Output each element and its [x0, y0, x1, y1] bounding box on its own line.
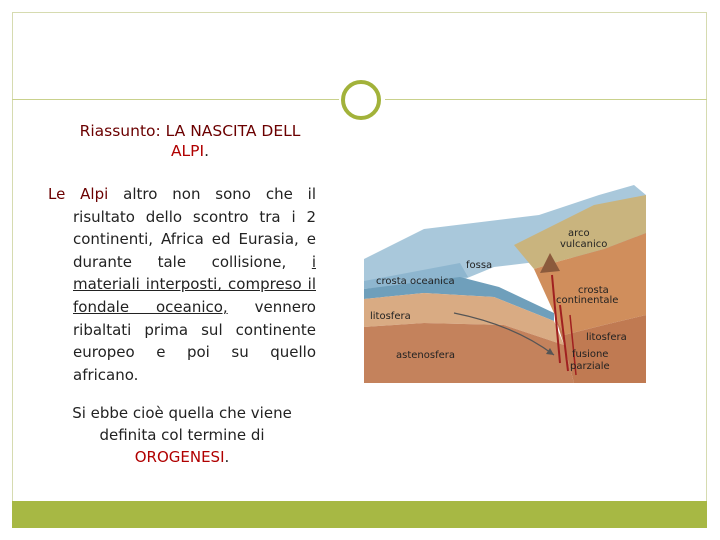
- label-litosfera-left: litosfera: [370, 311, 411, 322]
- label-litosfera-right: litosfera: [586, 332, 627, 343]
- label-vulcanico: vulcanico: [560, 239, 608, 250]
- label-fusione: fusione: [572, 349, 609, 360]
- conclusion-keyword: OROGENESI: [134, 448, 225, 466]
- conclusion-period: .: [224, 448, 230, 466]
- body-paragraph: [48, 183, 316, 386]
- label-crosta-oceanica: crosta oceanica: [376, 276, 455, 287]
- body-keyword: Le Alpi: [48, 185, 109, 203]
- slide-title: [50, 121, 330, 161]
- decorative-circle-icon: [341, 80, 381, 120]
- label-crosta: crosta: [578, 285, 609, 296]
- body-underlined: i materiali interposti, compreso il fondale oceanico,: [73, 252, 316, 316]
- subduction-diagram: [364, 185, 646, 383]
- title-prefix: Riassunto:: [79, 122, 161, 140]
- body-tail: vennero ribaltati prima sul continente europeo e poi su quello africano.: [73, 297, 316, 384]
- conclusion-text: Si ebbe cioè quella che viene definita col termine di: [72, 404, 292, 444]
- label-continentale: continentale: [556, 295, 619, 306]
- divider-line-right: [385, 99, 707, 100]
- label-parziale: parziale: [570, 361, 610, 372]
- divider-line-left: [12, 99, 339, 100]
- label-arco: arco: [568, 228, 590, 239]
- body-text: [48, 183, 316, 386]
- label-fossa: fossa: [466, 260, 493, 271]
- body-lead: altro non sono che il risultato dello scontro tra i 2 continenti, Africa ed Eurasia, e durante tale collisione,: [73, 185, 316, 271]
- conclusion-paragraph: [58, 402, 306, 468]
- title-main: LA NASCITA DELL: [165, 122, 301, 140]
- label-astenosfera: astenosfera: [396, 350, 455, 361]
- footer-bar: [12, 501, 707, 528]
- title-period: .: [204, 142, 210, 160]
- title-second: ALPI: [170, 142, 205, 160]
